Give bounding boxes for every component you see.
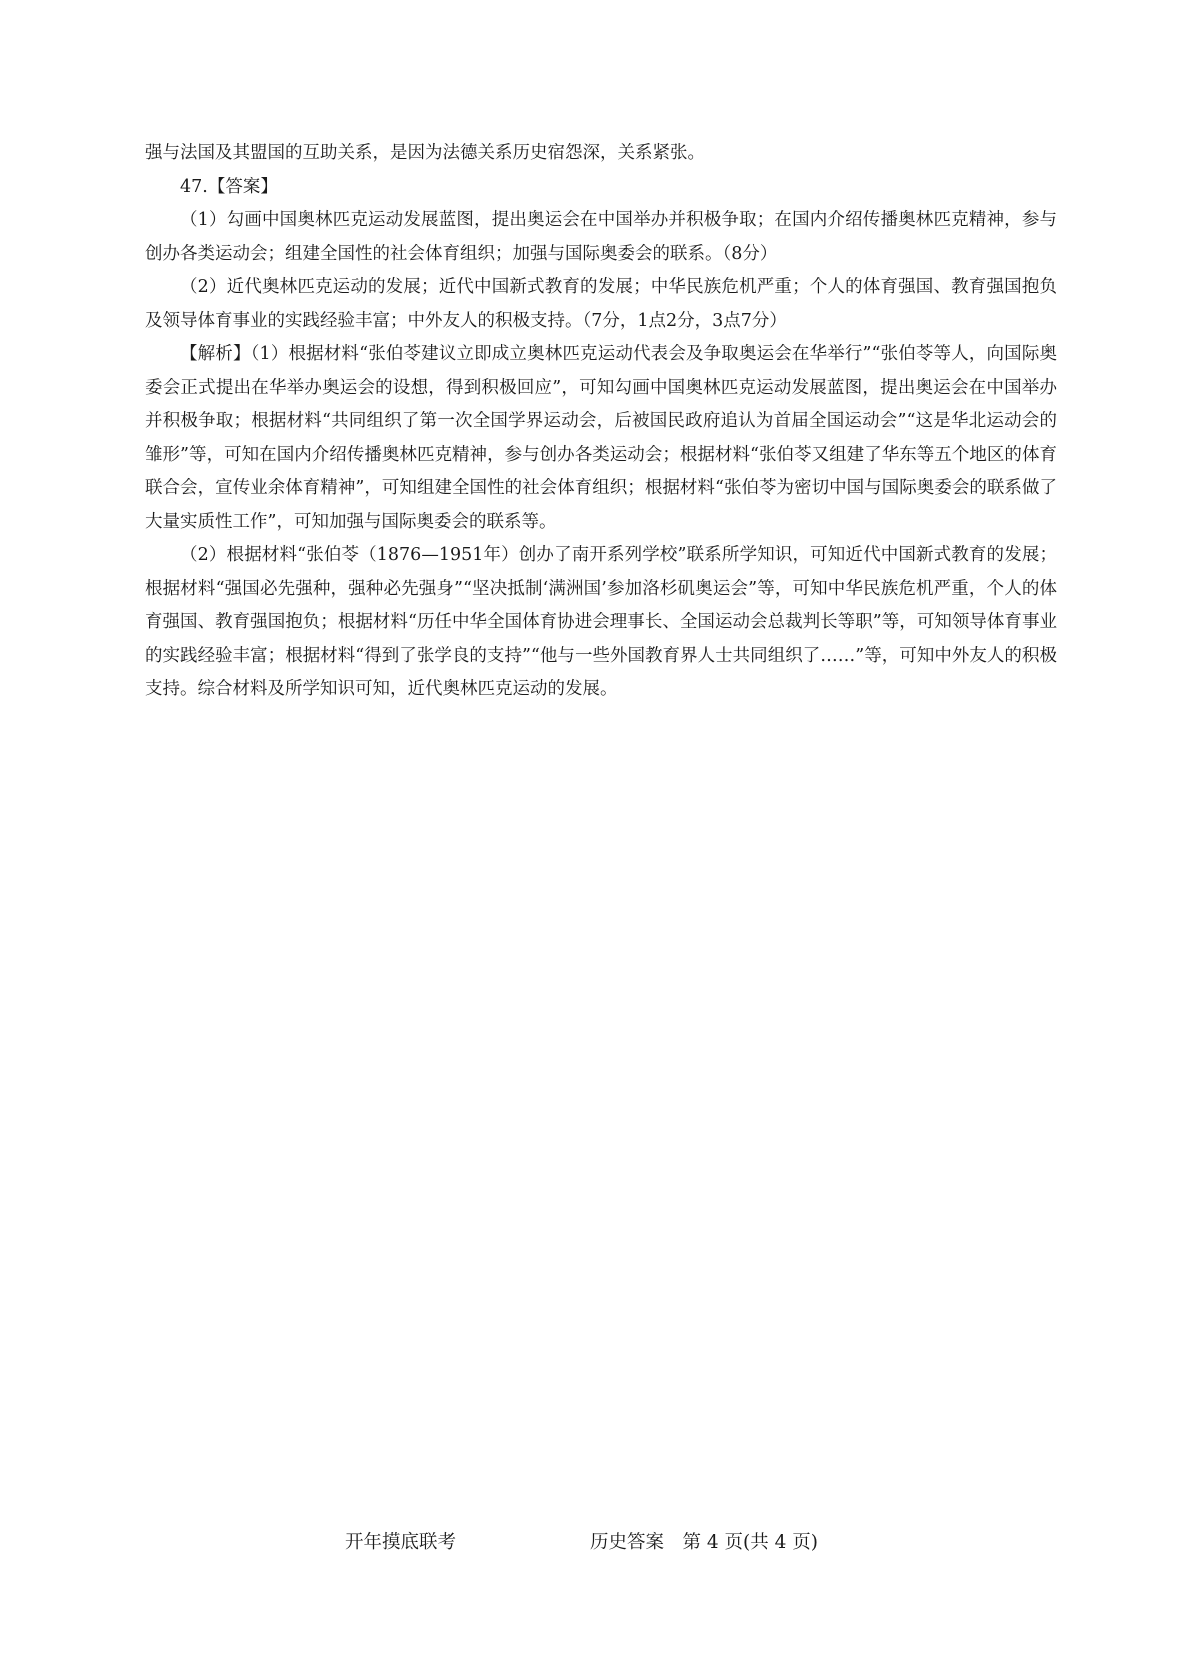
- analysis-part-1: 【解析】（1）根据材料“张伯苓建议立即成立奥林匹克运动代表会及争取奥运会在华举行”“张伯苓等人，向国际奥委会正式提出在华举办奥运会的设想，得到积极回应”，可知勾画中国奥林匹克运动发展蓝图，提出奥运会在中国举办并积极争取；根据材料“共同组织了第一次全国学界运动会，后被国民政府追认为首届全国运动会”“这是华北运动会的雏形”等，可知在国内介绍传播奥林匹克精神，参与创办各类运动会；根据材料“张伯苓又组建了华东等五个地区的体育联合会，宣传业余体育精神”，可知组建全国性的社会体育组织；根据材料“张伯苓为密切中国与国际奥委会的联系做了大量实质性工作”，可知加强与国际奥委会的联系等。: [145, 344, 1057, 532]
- analysis-part-2: （2）根据材料“张伯苓（1876—1951年）创办了南开系列学校”联系所学知识，可知近代中国新式教育的发展；根据材料“强国必先强种，强种必先强身”“坚决抵制‘满洲国’参加洛杉矶奥运会”等，可知中华民族危机严重，个人的体育强国、教育强国抱负；根据材料“历任中华全国体育协进会理事长、全国运动会总裁判长等职”等，可知领导体育事业的实践经验丰富；根据材料“得到了张学良的支持”“他与一些外国教育界人士共同组织了……”等，可知中外友人的积极支持。综合材料及所学知识可知，近代奥林匹克运动的发展。: [145, 545, 1057, 699]
- continuation-paragraph: 强与法国及其盟国的互助关系，是因为法德关系历史宿怨深，关系紧张。: [145, 143, 705, 163]
- answer-content: [145, 137, 1057, 707]
- exam-name: 开年摸底联考: [345, 1532, 457, 1553]
- answer-part-2: （2）近代奥林匹克运动的发展；近代中国新式教育的发展；中华民族危机严重；个人的体育强国、教育强国抱负及领导体育事业的实践经验丰富；中外友人的积极支持。（7分，1点2分，3点7分）: [145, 277, 1057, 331]
- answer-part-1: （1）勾画中国奥林匹克运动发展蓝图，提出奥运会在中国举办并积极争取；在国内介绍传播奥林匹克精神，参与创办各类运动会；组建全国性的社会体育组织；加强与国际奥委会的联系。（8分）: [145, 210, 1057, 264]
- question-47-label: 47.【答案】: [180, 176, 278, 197]
- page-number: 历史答案 第 4 页(共 4 页): [590, 1532, 818, 1553]
